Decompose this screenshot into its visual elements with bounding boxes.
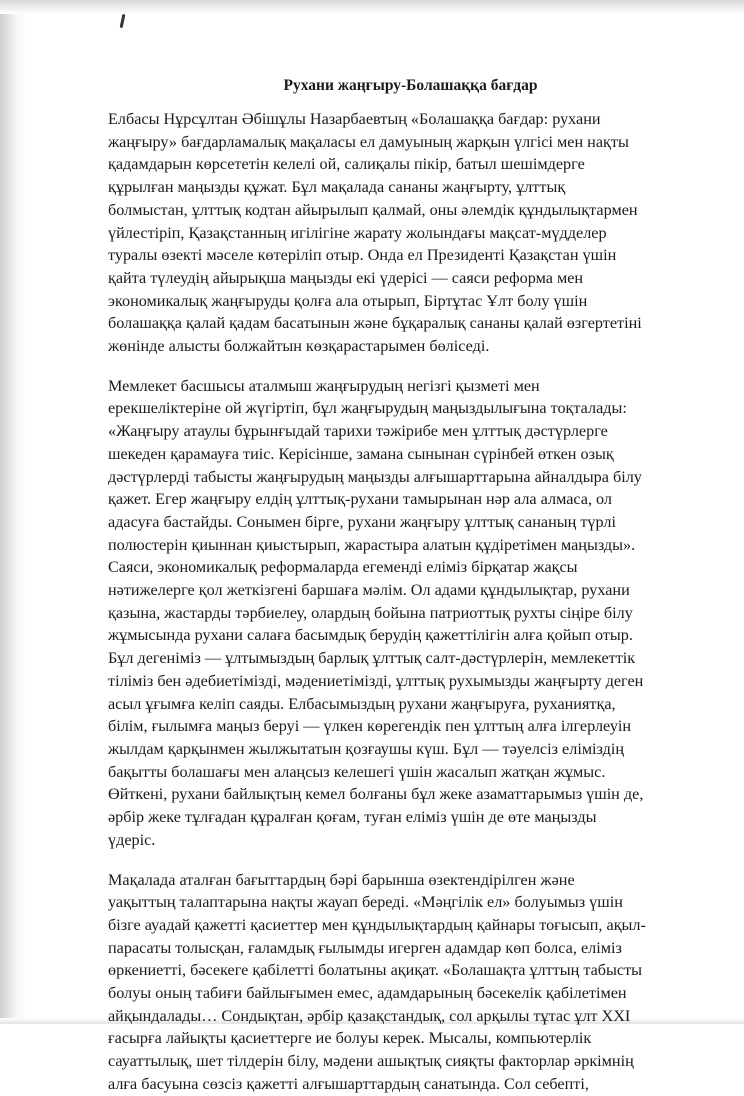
paragraph-line: экономикалық жаңғыруды қолға ала отырып, Біртұтас Ұлт болу үшін [108,291,588,310]
paragraph-line: үдеріс. [108,830,156,849]
document-title: Рухани жаңғыру-Болашаққа бағдар [283,77,538,94]
paragraph-line: ерекшеліктеріне ой жүгіртіп, бұл жаңғырудың маңыздылығына тоқталады: [108,399,627,418]
document-page [108,76,693,1096]
paragraph-3 [108,869,693,1096]
paragraph-line: Саяси, экономикалық реформаларда егеменді еліміз бірқатар жақсы [108,558,578,577]
paragraph-line: бізге ауадай қажетті қасиеттер мен құндылықтардың қайнары тоғысып, ақыл- [108,915,646,934]
paragraph-line: сауаттылық, шет тілдерін білу, мәдени ашықтық сияқты факторлар әркімнің [108,1052,634,1071]
scan-left-shadow [0,0,26,1024]
paragraph-line: Елбасы Нұрсұлтан Әбішұлы Назарбаевтың «Болашаққа бағдар: рухани [108,110,601,128]
paragraph-line: құрылған маңызды құжат. Бұл мақалада сананы жаңғырту, ұлттық [108,178,566,197]
paragraph-2 [108,375,693,852]
paragraph-line: алға басуына сөзсіз қажетті алғышарттардың санатында. Сол себепті, [108,1074,589,1093]
paragraph-line: қажет. Егер жаңғыру елдің ұлттық-рухани тамырынан нәр ала алмаса, ол [108,490,613,509]
paragraph-line: дәстүрлерді табысты жаңғырудың маңызды алғышарттарына айналдыра білу [108,467,642,486]
paragraph-line: болуы оның табиғи байлығымен емес, адамдарының бәсекелік қабілетімен [108,984,627,1003]
paragraph-line: болмыстан, ұлттық кодтан айырылып қалмай, оны әлемдік құндылықтармен [108,200,638,219]
paragraph-line: шекеден қарамауға тиіс. Керісінше, замана сынынан сүрінбей өткен озық [108,444,614,463]
paragraph-line: парасаты толысқан, ғаламдық ғылымды игерген адамдар көп болса, еліміз [108,938,622,957]
paragraph-line: адасуға бастайды. Сонымен бірге, рухани жаңғыру ұлттық сананың түрлі [108,512,616,531]
paragraph-line: уақыттың талаптарына нақты жауап береді. «Мәңгілік ел» болуымыз үшін [108,893,623,912]
paragraph-line: Бұл дегеніміз — ұлтымыздың барлық ұлттық салт-дәстүрлерін, мемлекеттік [108,649,636,668]
paragraph-line: қайта түлеудің айырықша маңызды екі үдерісі — саяси реформа мен [108,268,584,287]
paragraph-line: бақытты болашағы мен алаңсыз келешегі үшін жасалып жатқан жұмыс. [108,762,606,781]
paragraph-line: полюстерін қиыннан қиыстырып, жарастыра алатын құдіретімен маңызды». [108,535,636,554]
paragraph-line: жұмысында рухани салаға басымдық берудің қажеттілігін алға қойып отыр. [108,626,633,645]
paragraph-line: туралы өзекті мәселе көтеріліп отыр. Онда ел Президенті Қазақстан үшін [108,246,617,265]
paragraph-line: «Жаңғыру атаулы бұрынғыдай тарихи тәжірибе мен ұлттық дәстүрлерге [108,422,608,441]
paragraph-line: әрбір жеке тұлғадан құралған қоғам, туған еліміз үшін де өте маңызды [108,808,597,827]
paragraph-line: жөнінде алысты болжайтын көзқарастарымен бөліседі. [108,337,490,356]
paragraph-line: тіліміз бен әдебиетімізді, мәдениетімізді, ұлттық рухымызды жаңғырту деген [108,671,644,690]
paragraph-line: қазына, жастарды тәрбиелеу, олардың бойына патриоттық рухты сіңіре білу [108,603,633,622]
paragraph-line: ғасырға лайықты қасиеттерге ие болуы керек. Мысалы, компьютерлік [108,1029,592,1048]
paragraph-line: нәтижелерге қол жеткізгені баршаға мәлім. Ол адами құндылықтар, рухани [108,581,630,600]
paragraph-line: білім, ғылымға маңыз беруі — үлкен көрегендік пен ұлттың алға ілгерлеуін [108,717,632,736]
paragraph-line: үйлестіріп, Қазақстанның игілігіне жарату жолындағы мақсат-мүдделер [108,223,607,242]
paragraph-line: Мемлекет басшысы аталмыш жаңғырудың негізгі қызметі мен [108,376,540,395]
paragraph-line: жылдам қарқынмен жылжытатын қозғаушы күш. Бұл — тәуелсіз еліміздің [108,739,625,758]
paragraph-line: қадамдарын көрсететін келелі ой, салиқалы пікір, батыл шешімдерге [108,155,585,174]
paragraph-line: өркениетті, бәсекеге қабілетті болатыны ақиқат. «Болашақта ұлттың табысты [108,961,643,980]
paragraph-line: жаңғыру» бағдарламалық мақаласы ел дамуының жарқын үлгісі мен нақты [108,132,629,151]
scan-top-shadow [0,0,744,14]
paragraph-line: болашаққа қалай қадам басатынын және бұқаралық сананы қалай өзгертетіні [108,314,642,333]
paragraph-1 [108,108,693,358]
paragraph-line: Мақалада аталған бағыттардың бәрі барынша өзектендірілген және [108,870,575,889]
scan-pen-mark [120,14,126,28]
paragraph-line: асыл ұғымға келіп саяды. Елбасымыздың рухани жаңғыруға, руханиятқа, [108,694,616,713]
paragraph-line: Өйткені, рухани байлықтың кемел болғаны бұл жеке азаматтарымыз үшін де, [108,785,644,804]
paragraph-line: айқындалады… Сондықтан, әрбір қазақстандық, сол арқылы тұтас ұлт XXI [108,1006,631,1025]
